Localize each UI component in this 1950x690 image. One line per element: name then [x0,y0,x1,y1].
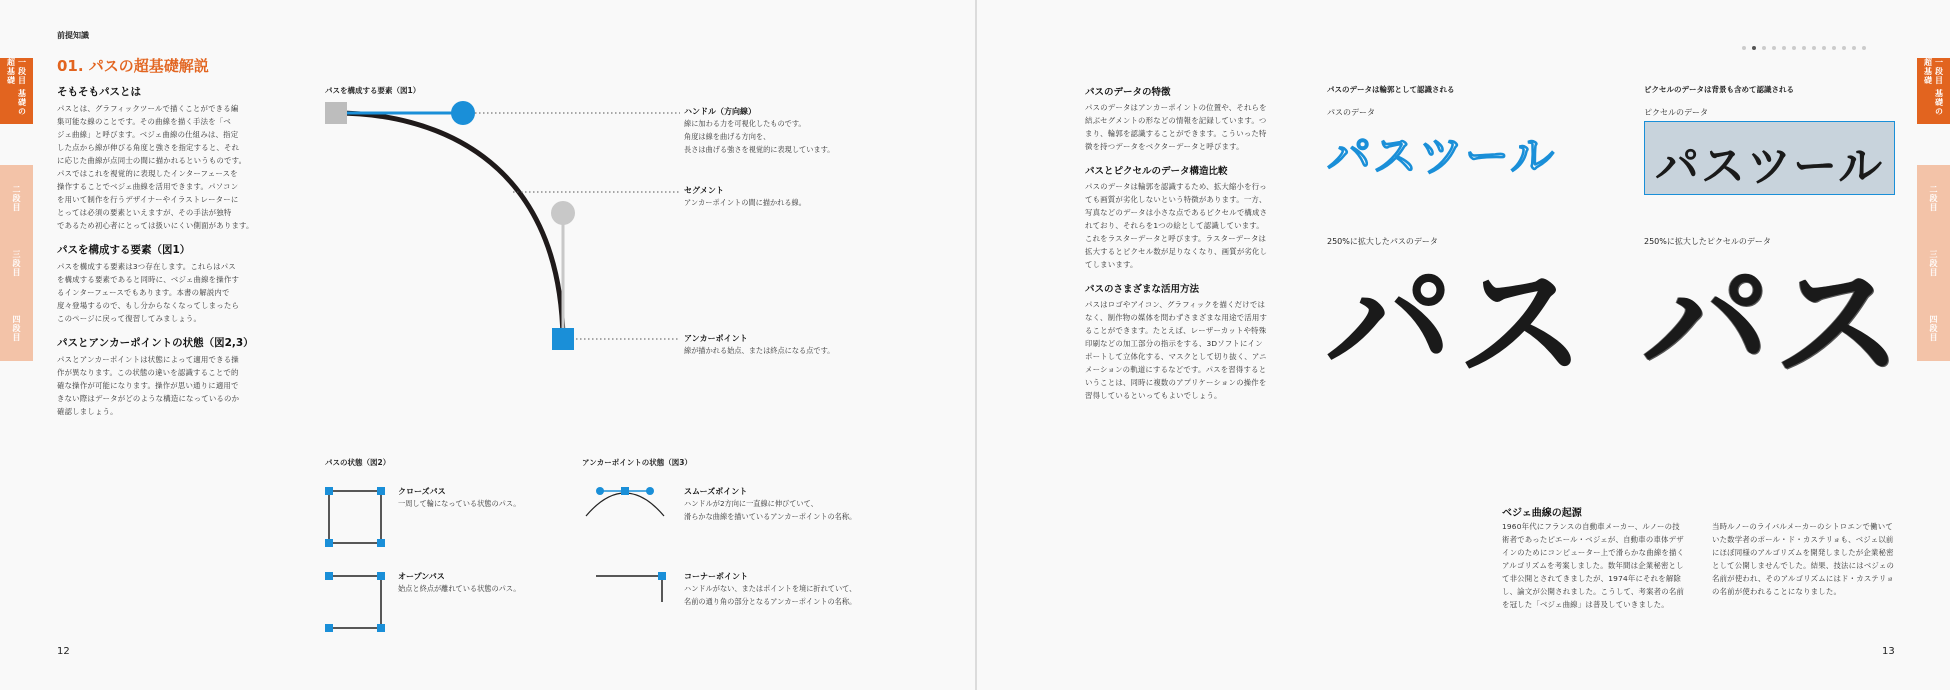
text-line: 確な操作が可能になります。操作が思い通りに適用で [57,381,239,390]
pixel-box [1644,121,1895,195]
section-body [57,260,272,325]
text-line: アンカーポイントの間に描かれる線。 [684,198,806,207]
origin-col1 [1502,520,1702,611]
text-line: 習得しているといってもよいでしょう。 [1085,391,1222,400]
vector-caption: パスのデータは輪郭として認識される [1327,85,1455,94]
side-tab-3[interactable]: 三段目 [0,230,33,296]
anchor-end [552,328,574,350]
text-line: した点から線が伸びる角度と強さを指定すると、それ [57,143,240,152]
handle-point [451,101,475,125]
open-path [329,576,381,628]
text-line: 線が描かれる始点、または終点になる点です。 [684,346,835,355]
origin-col2 [1712,520,1912,598]
smooth-anchor [621,487,629,495]
pixel-label: ピクセルのデータ [1644,108,1708,117]
text-line: パスではこれを視覚的に表現したインターフェースを [57,169,238,178]
section-heading: パスのデータの特徴 [1085,87,1171,98]
section-body [1085,180,1285,271]
text-line: いた数学者のポール・ド・カステリョも、ベジェ以前 [1712,535,1894,544]
section-heading: パスとアンカーポイントの状態（図2,3） [57,337,254,349]
text-line: パスのデータは輪郭を認識するため、拡大縮小を行っ [1085,182,1267,191]
text-line: きない際はデータがどのような構造になっているのか [57,394,240,403]
text-line: いうことは、同時に複数のアプリケーションの操作を [1085,378,1267,387]
fig1-label-segment: セグメント アンカーポイントの間に描かれる線。 [684,186,806,207]
side-tab-2[interactable]: 二段目 [1917,165,1950,231]
text-line: に応じた曲線が点同士の間に描かれるというものです。 [57,156,247,165]
text-line: れており、それらを1つの絵として認識しています。 [1085,221,1264,230]
text-line: とっては必須の要素といえますが、その手法が独特 [57,208,232,217]
text-line: なく、制作物の媒体を問わずさまざまな用途で活用す [1085,313,1268,322]
section-heading: パスとピクセルのデータ構造比較 [1085,166,1228,177]
section-body [57,353,272,418]
text-line: ハンドルがない、またはポイントを境に折れていて、 [684,584,857,593]
text-line: パスを構成する要素は3つ存在します。これらはパス [57,262,236,271]
text-line: 1960年代にフランスの自動車メーカー、ルノーの技 [1502,522,1680,531]
side-tab-4[interactable]: 四段目 [1917,295,1950,361]
page-number: 12 [57,646,70,657]
text-line: し、論文が公開されました。こうして、考案者の名前 [1502,587,1685,596]
text-line: にほぼ同様のアルゴリズムを開発しましたが企業秘密 [1712,548,1894,557]
page-title: 01. パスの超基礎解説 [57,57,209,75]
origin-heading: ベジェ曲線の起源 [1502,508,1582,519]
page-number: 13 [1882,646,1895,657]
corner-path [596,576,662,602]
right-page [977,0,1950,690]
pixel-zoom-caption: 250%に拡大したピクセルのデータ [1644,237,1771,246]
text-line: このページに戻って復習してみましょう。 [57,314,202,323]
vector-label: パスのデータ [1327,108,1375,117]
fig1-label-anchor: アンカーポイント 線が描かれる始点、または終点になる点です。 [684,334,835,355]
text-line: 線に加わる力を可視化したものです。 [684,119,806,128]
text-line: 確認しましょう。 [57,407,118,416]
smooth-curve [586,493,664,516]
text-line: 角度は線を曲げる方向を、 [684,132,771,141]
text-line: インのためにコンピューター上で滑らかな曲線を描く [1502,548,1685,557]
side-tab-1[interactable]: 一段目 基礎の超基礎 [0,58,33,124]
pixel-word: パスツール [1655,141,1885,192]
section-heading: パスのさまざまな活用方法 [1085,284,1200,295]
text-line: ることができます。たとえば、レーザーカットや特殊 [1085,326,1267,335]
fig2-item-open: オープンパス 始点と終点が離れている状態のパス。 [398,572,521,593]
section-label: 前提知識 [57,31,89,40]
section-body [1085,101,1285,153]
text-line: を冠した「ベジェ曲線」は普及していきました。 [1502,600,1669,609]
fig1-diagram [320,95,720,355]
text-line: 写真などのデータは小さな点であるピクセルで構成さ [1085,208,1268,217]
fig2-item-closed: クローズパス 一周して輪になっている状態のパス。 [398,487,521,508]
section-heading: パスを構成する要素（図1） [57,244,191,256]
text-line: 滑らかな曲線を描いているアンカーポイントの名称。 [684,512,857,521]
fig3-diagram [580,480,670,605]
text-line: 当時ルノーのライバルメーカーのシトロエンで働いて [1712,522,1893,531]
vector-word: パスツール [1327,131,1557,182]
text-line: 名前が使われ、そのアルゴリズムにはド・カステリョ [1712,574,1894,583]
text-line: パスのデータはアンカーポイントの位置や、それらを [1085,103,1267,112]
vector-zoom-word: パス [1325,250,1590,399]
fig1-label-handle: ハンドル（方向線） 線に加わる力を可視化したものです。 角度は線を曲げる方向を、 長さは曲げる強さを視覚的に表現しています。 [684,107,835,154]
segment-curve [336,113,563,339]
text-line: 印刷などの加工部分の指示をする、3Dソフトにイン [1085,339,1263,348]
pixel-zoom-word: パス [1642,250,1907,399]
text-line: て非公開とされてきましたが、1974年にそれを解除 [1502,574,1682,583]
text-line: 名前の通り角の部分となるアンカーポイントの名称。 [684,597,857,606]
text-line: ポートして立体化する、マスクとして切り抜く、アニ [1085,352,1267,361]
text-line: ハンドルが2方向に一直線に伸びていて、 [684,499,818,508]
text-line: 長さは曲げる強さを視覚的に表現しています。 [684,145,835,154]
section-body [1085,298,1285,402]
fig3-caption: アンカーポイントの状態（図3） [582,458,692,467]
text-line: の名前が使われることになりました。 [1712,587,1842,596]
text-line: 度々登場するので、もし分からなくなってしまったら [57,301,240,310]
text-line: 操作することでベジェ曲線を活用できます。パソコン [57,182,239,191]
text-line: ジェ曲線」と呼びます。ベジェ曲線の仕組みは、指定 [57,130,239,139]
side-tab-3[interactable]: 三段目 [1917,230,1950,296]
side-tab-4[interactable]: 四段目 [0,295,33,361]
text-line: アルゴリズムを考案しました。数年間は企業秘密とし [1502,561,1684,570]
text-line: であるため初心者にとっては扱いにくい側面があります。 [57,221,254,230]
side-tab-1[interactable]: 一段目 基礎の超基礎 [1917,58,1950,124]
text-line: を用いて制作を行うデザイナーやイラストレーターに [57,195,239,204]
fig3-item-corner: コーナーポイント ハンドルがない、またはポイントを境に折れていて、 名前の通り角の部分となるアンカーポイントの名称。 [684,572,857,606]
vector-zoom-caption: 250%に拡大したパスのデータ [1327,237,1438,246]
text-line: ても画質が劣化しないという特徴があります。一方、 [1085,195,1267,204]
section-heading: そもそもパスとは [57,86,141,98]
anchor-start [325,102,347,124]
text-line: パスとアンカーポイントは状態によって適用できる操 [57,355,239,364]
fig1-caption: パスを構成する要素（図1） [325,86,421,95]
closed-path [329,491,381,543]
text-line: メーションの軌道にするなどです。パスを習得すると [1085,365,1267,374]
page-dots [1742,35,1872,54]
text-line: 徴を持つデータをベクターデータと呼びます。 [1085,142,1244,151]
text-line: 集可能な線のことです。その曲線を描く手法を「ベ [57,117,231,126]
text-line: 術者であったピエール・ベジェが、自動車の車体デザ [1502,535,1684,544]
text-line: これをラスターデータと呼びます。ラスターデータは [1085,234,1267,243]
text-line: 拡大するとピクセル数が足りなくなり、画質が劣化し [1085,247,1268,256]
text-line: パスはロゴやアイコン、グラフィックを描くだけでは [1085,300,1266,309]
text-line: まり、輪郭を認識することができます。こういった特 [1085,129,1267,138]
handle-point-grey [551,201,575,225]
corner-anchor [658,572,666,580]
text-line: てしまいます。 [1085,260,1138,269]
pixel-caption: ピクセルのデータは背景も含めて認識される [1644,85,1794,94]
text-line: るインターフェースでもあります。本書の解説内で [57,288,230,297]
text-line: パスとは、グラフィックツールで描くことができる編 [57,104,239,113]
text-column [1085,84,1285,402]
text-column [57,84,272,418]
fig2-diagram [320,485,390,635]
section-body [57,102,272,232]
side-tab-2[interactable]: 二段目 [0,165,33,231]
text-line: 結ぶセグメントの形などの情報を記録しています。つ [1085,116,1267,125]
fig2-caption: パスの状態（図2） [325,458,391,467]
fig3-item-smooth: スムーズポイント ハンドルが2方向に一直線に伸びていて、 滑らかな曲線を描いているアンカーポイントの名称。 [684,487,857,521]
text-line: を構成する要素であると同時に、ベジェ曲線を操作す [57,275,240,284]
text-line: 作が異なります。この状態の違いを認識することで的 [57,368,239,377]
text-line: として公開しませんでした。結果、技法にはベジェの [1712,561,1895,570]
